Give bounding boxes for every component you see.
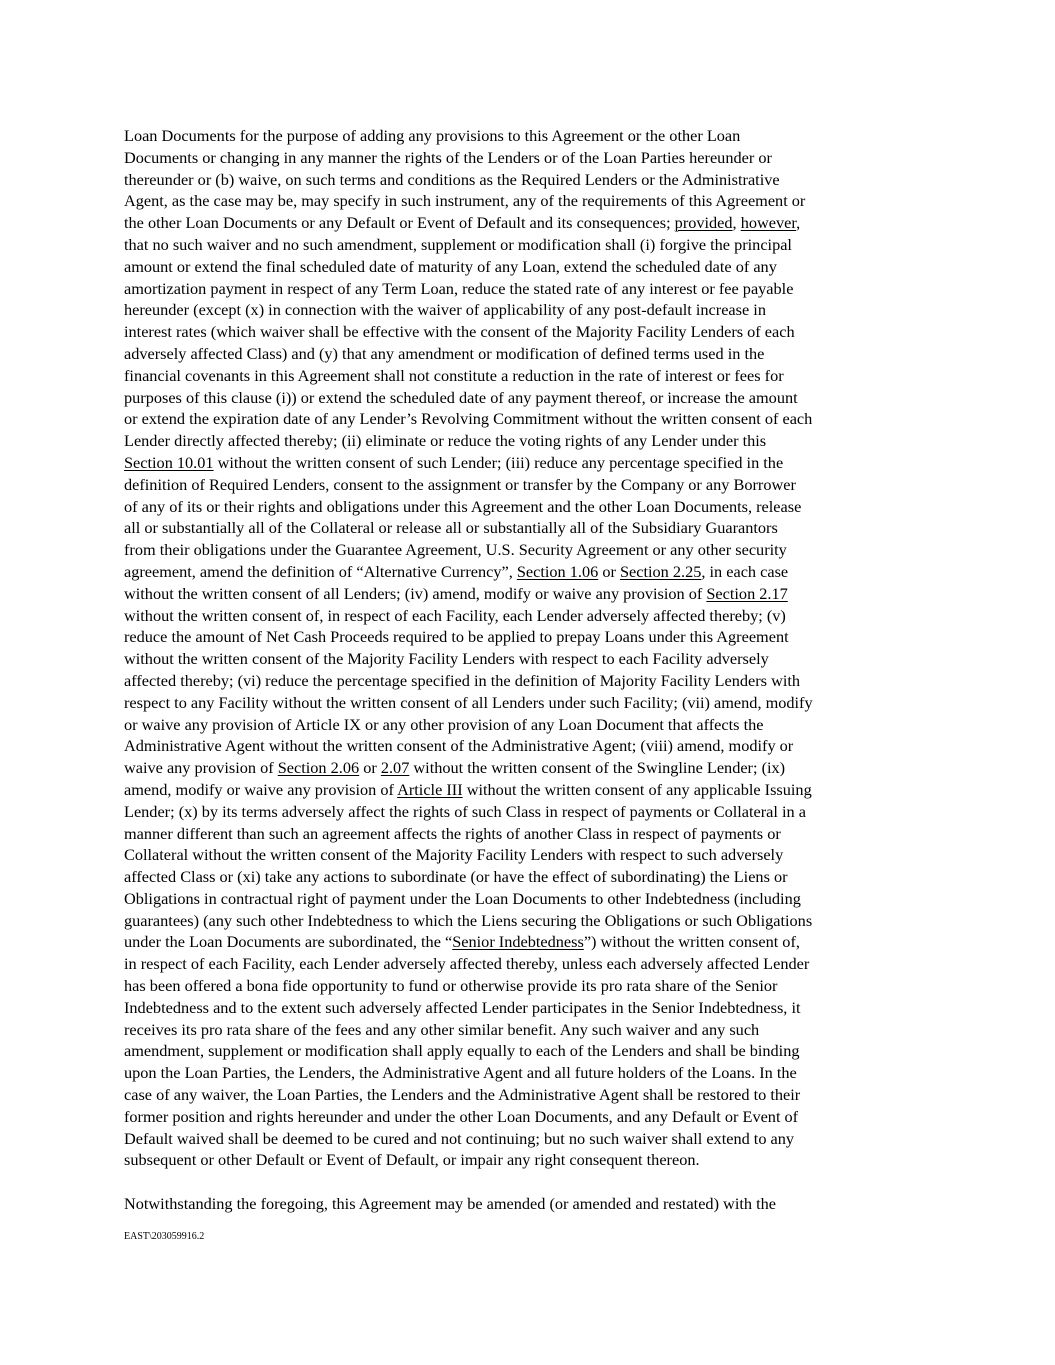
text-run: interest rates (which waiver shall be effective with the consent of the Majority Facility Lenders of each: [124, 322, 795, 342]
cross-reference: Section 2.17: [706, 583, 788, 603]
text-run: adversely affected Class) and (y) that any amendment or modification of defined terms used in the: [124, 343, 765, 363]
text-line: [124, 975, 936, 997]
text-line: [124, 670, 936, 692]
text-run: Obligations in contractual right of payment under the Loan Documents to other Indebtedness (including: [124, 888, 801, 908]
text-run: Documents or changing in any manner the rights of the Lenders or of the Loan Parties hereunder or: [124, 147, 772, 167]
text-run: Loan Documents for the purpose of adding any provisions to this Agreement or the other Loan: [124, 126, 741, 145]
text-line: [124, 931, 936, 953]
text-run: case of any waiver, the Loan Parties, the Lenders and the Administrative Agent shall be restored to their: [124, 1085, 801, 1105]
text-run: without the written consent of any applicable Issuing: [462, 779, 812, 799]
text-run: without the written consent of such Lender; (iii) reduce any percentage specified in the: [213, 452, 784, 472]
text-run: amend, modify or waive any provision of: [124, 779, 398, 799]
document-body: [124, 125, 936, 1215]
cross-reference: provided: [674, 213, 733, 233]
text-line: [124, 823, 936, 845]
text-line: [124, 365, 936, 387]
text-line: [124, 474, 936, 496]
text-run: financial covenants in this Agreement shall not constitute a reduction in the rate of interest or fees for: [124, 365, 784, 385]
text-run: ,: [732, 213, 741, 233]
text-line: [124, 430, 936, 452]
text-run: of any of its or their rights and obligations under this Agreement and the other Loan Documents, release: [124, 496, 802, 516]
text-line: [124, 278, 936, 300]
text-run: Administrative Agent without the written consent of the Administrative Agent; (viii) amend, modify or: [124, 736, 794, 756]
text-line: [124, 147, 936, 169]
text-line: [124, 452, 936, 474]
text-run: ”) without the written consent of,: [583, 932, 800, 952]
cross-reference: Section 1.06: [516, 561, 599, 581]
text-run: in respect of each Facility, each Lender adversely affected thereby, unless each adversely affected Lender: [124, 954, 810, 974]
document-id-footer: EAST\203059916.2: [124, 1231, 205, 1242]
text-line: [124, 343, 936, 365]
text-line: [124, 714, 936, 736]
text-line: [124, 321, 936, 343]
paragraph-spacer: [124, 1171, 936, 1193]
text-run: without the written consent of all Lenders; (iv) amend, modify or waive any provision of: [124, 583, 707, 603]
text-line: [124, 408, 936, 430]
text-line: [124, 299, 936, 321]
text-run: or extend the expiration date of any Lender’s Revolving Commitment without the written consent of each: [124, 409, 813, 429]
text-line: [124, 539, 936, 561]
text-run: upon the Loan Parties, the Lenders, the Administrative Agent and all future holders of the Loans. In the: [124, 1063, 797, 1083]
text-run: manner different than such an agreement affects the rights of another Class in respect of payments or: [124, 823, 781, 843]
text-run: or waive any provision of Article IX or any other provision of any Loan Document that affects the: [124, 714, 764, 734]
paragraph-notwithstanding: [124, 1193, 936, 1215]
text-run: affected thereby; (vi) reduce the percentage specified in the definition of Majority Facility Lenders with: [124, 670, 801, 690]
text-run: amendment, supplement or modification shall apply equally to each of the Lenders and shall be binding: [124, 1041, 800, 1061]
text-line: [124, 1193, 936, 1215]
text-run: Collateral without the written consent of the Majority Facility Lenders with respect to such adversely: [124, 845, 784, 865]
text-run: Agent, as the case may be, may specify in such instrument, any of the requirements of this Agreement or: [124, 191, 806, 211]
text-line: [124, 234, 936, 256]
cross-reference: however: [740, 213, 797, 233]
text-run: guarantees) (any such other Indebtedness to which the Liens securing the Obligations or such Obligations: [124, 910, 813, 930]
text-run: without the written consent of the Swingline Lender; (ix): [409, 758, 786, 778]
text-run: amortization payment in respect of any Term Loan, reduce the stated rate of any interest or fee payable: [124, 278, 794, 298]
text-line: [124, 997, 936, 1019]
text-line: [124, 387, 936, 409]
text-line: [124, 125, 936, 147]
text-run: under the Loan Documents are subordinated, the “: [124, 932, 453, 952]
text-line: [124, 735, 936, 757]
text-run: Lender; (x) by its terms adversely affect the rights of such Class in respect of payments or Collateral in a: [124, 801, 806, 821]
text-run: definition of Required Lenders, consent to the assignment or transfer by the Company or any Borrower: [124, 474, 796, 494]
text-line: [124, 757, 936, 779]
text-run: hereunder (except (x) in connection with the waiver of applicability of any post-default increase in: [124, 300, 766, 320]
text-line: [124, 583, 936, 605]
text-run: purposes of this clause (i)) or extend the scheduled date of any payment thereof, or increase the amount: [124, 387, 798, 407]
text-run: from their obligations under the Guarantee Agreement, U.S. Security Agreement or any other security: [124, 540, 787, 560]
text-line: [124, 866, 936, 888]
text-run: ,: [796, 213, 801, 233]
cross-reference: Article III: [397, 779, 463, 799]
text-run: waive any provision of: [124, 758, 278, 778]
text-run: former position and rights hereunder and under the other Loan Documents, and any Default or Event of: [124, 1106, 799, 1126]
text-run: agreement, amend the definition of “Alternative Currency”,: [124, 561, 517, 581]
text-run: subsequent or other Default or Event of Default, or impair any right consequent thereon.: [124, 1150, 700, 1170]
text-run: without the written consent of, in respect of each Facility, each Lender adversely affected thereby; (v): [124, 605, 786, 625]
text-run: respect to any Facility without the written consent of all Lenders under such Facility; (vii) amend, modify: [124, 692, 813, 712]
text-line: [124, 1040, 936, 1062]
text-line: [124, 517, 936, 539]
cross-reference: Section 2.06: [277, 758, 360, 778]
text-line: [124, 953, 936, 975]
cross-reference: Section 2.25: [619, 561, 702, 581]
text-run: without the written consent of the Majority Facility Lenders with respect to each Facility adversely: [124, 649, 769, 669]
text-line: [124, 1019, 936, 1041]
text-run: all or substantially all of the Collateral or release all or substantially all of the Subsidiary Guarantors: [124, 518, 778, 538]
text-line: [124, 779, 936, 801]
text-run: Lender directly affected thereby; (ii) eliminate or reduce the voting rights of any Lender under this: [124, 431, 767, 451]
text-line: [124, 1128, 936, 1150]
text-run: that no such waiver and no such amendment, supplement or modification shall (i) forgive the principal: [124, 234, 792, 254]
text-run: or: [359, 758, 381, 778]
text-run: Notwithstanding the foregoing, this Agreement may be amended (or amended and restated) with the: [124, 1194, 776, 1214]
paragraph-amendments: [124, 125, 936, 1171]
text-run: receives its pro rata share of the fees and any other similar benefit. Any such waiver and any such: [124, 1019, 760, 1039]
text-run: or: [598, 561, 620, 581]
text-run: amount or extend the final scheduled date of maturity of any Loan, extend the scheduled date of any: [124, 256, 777, 276]
text-line: [124, 844, 936, 866]
text-line: [124, 626, 936, 648]
text-line: [124, 692, 936, 714]
text-line: [124, 1084, 936, 1106]
text-line: [124, 169, 936, 191]
text-line: [124, 910, 936, 932]
text-run: reduce the amount of Net Cash Proceeds required to be applied to prepay Loans under this Agreement: [124, 627, 789, 647]
text-line: [124, 256, 936, 278]
text-line: [124, 648, 936, 670]
text-line: [124, 496, 936, 518]
text-run: has been offered a bona fide opportunity to fund or otherwise provide its pro rata share of the Senior: [124, 976, 778, 996]
text-line: [124, 561, 936, 583]
text-run: , in each case: [701, 561, 789, 581]
text-run: affected Class or (xi) take any actions to subordinate (or have the effect of subordinating) the Liens or: [124, 867, 788, 887]
cross-reference: Senior Indebtedness: [452, 932, 584, 952]
text-line: [124, 1149, 936, 1171]
text-run: Indebtedness and to the extent such adversely affected Lender participates in the Senior Indebtedness, it: [124, 997, 801, 1017]
text-line: [124, 212, 936, 234]
text-run: Default waived shall be deemed to be cured and not continuing; but no such waiver shall extend to any: [124, 1128, 795, 1148]
text-line: [124, 888, 936, 910]
text-line: [124, 1106, 936, 1128]
cross-reference: 2.07: [380, 758, 410, 778]
text-line: [124, 1062, 936, 1084]
cross-reference: Section 10.01: [124, 452, 214, 472]
text-run: thereunder or (b) waive, on such terms and conditions as the Required Lenders or the Administrative: [124, 169, 780, 189]
text-line: [124, 190, 936, 212]
text-line: [124, 605, 936, 627]
text-line: [124, 801, 936, 823]
text-run: the other Loan Documents or any Default or Event of Default and its consequences;: [124, 213, 675, 233]
